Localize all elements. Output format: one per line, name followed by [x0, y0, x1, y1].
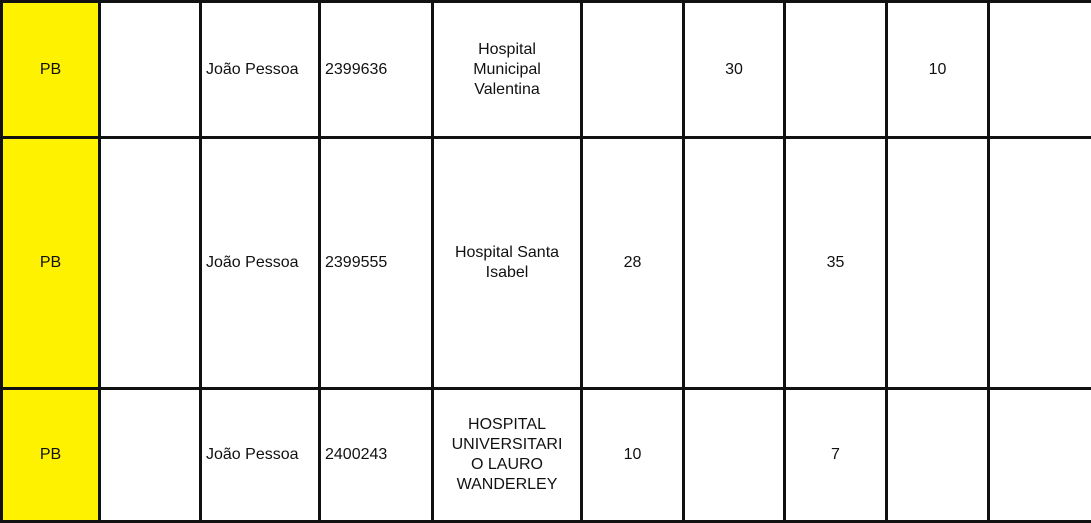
value-cell-3: 7: [785, 389, 887, 522]
value-cell-5: [989, 2, 1091, 138]
hospital-name-cell: [433, 138, 582, 389]
value-cell-3: [785, 2, 887, 138]
empty-cell: [100, 138, 201, 389]
codigo-cell: 2399636: [320, 2, 433, 138]
codigo-cell: 2399555: [320, 138, 433, 389]
value-cell-4: [887, 138, 989, 389]
value-cell-2: [684, 138, 785, 389]
municipio-cell: João Pessoa: [201, 2, 320, 138]
municipio-cell: João Pessoa: [201, 389, 320, 522]
codigo-cell: 2400243: [320, 389, 433, 522]
value-cell-2: [684, 389, 785, 522]
uf-cell: PB: [2, 2, 100, 138]
value-cell-3: 35: [785, 138, 887, 389]
table-row: [2, 389, 1091, 522]
table-row: [2, 2, 1091, 138]
value-cell-1: 28: [582, 138, 684, 389]
value-cell-5: [989, 389, 1091, 522]
value-cell-5: [989, 138, 1091, 389]
empty-cell: [100, 2, 201, 138]
municipio-cell: João Pessoa: [201, 138, 320, 389]
hospital-name-cell: [433, 2, 582, 138]
hospital-name-cell: [433, 389, 582, 522]
value-cell-1: 10: [582, 389, 684, 522]
uf-cell: PB: [2, 138, 100, 389]
table-row: [2, 138, 1091, 389]
value-cell-2: 30: [684, 2, 785, 138]
value-cell-4: 10: [887, 2, 989, 138]
hospital-name: Hospital Santa Isabel: [454, 244, 560, 281]
value-cell-4: [887, 389, 989, 522]
hospital-name: HOSPITAL UNIVERSITARI O LAURO WANDERLEY: [451, 416, 563, 493]
hospital-name: Hospital Municipal Valentina: [473, 40, 541, 98]
empty-cell: [100, 389, 201, 522]
value-cell-1: [582, 2, 684, 138]
uf-cell: PB: [2, 389, 100, 522]
